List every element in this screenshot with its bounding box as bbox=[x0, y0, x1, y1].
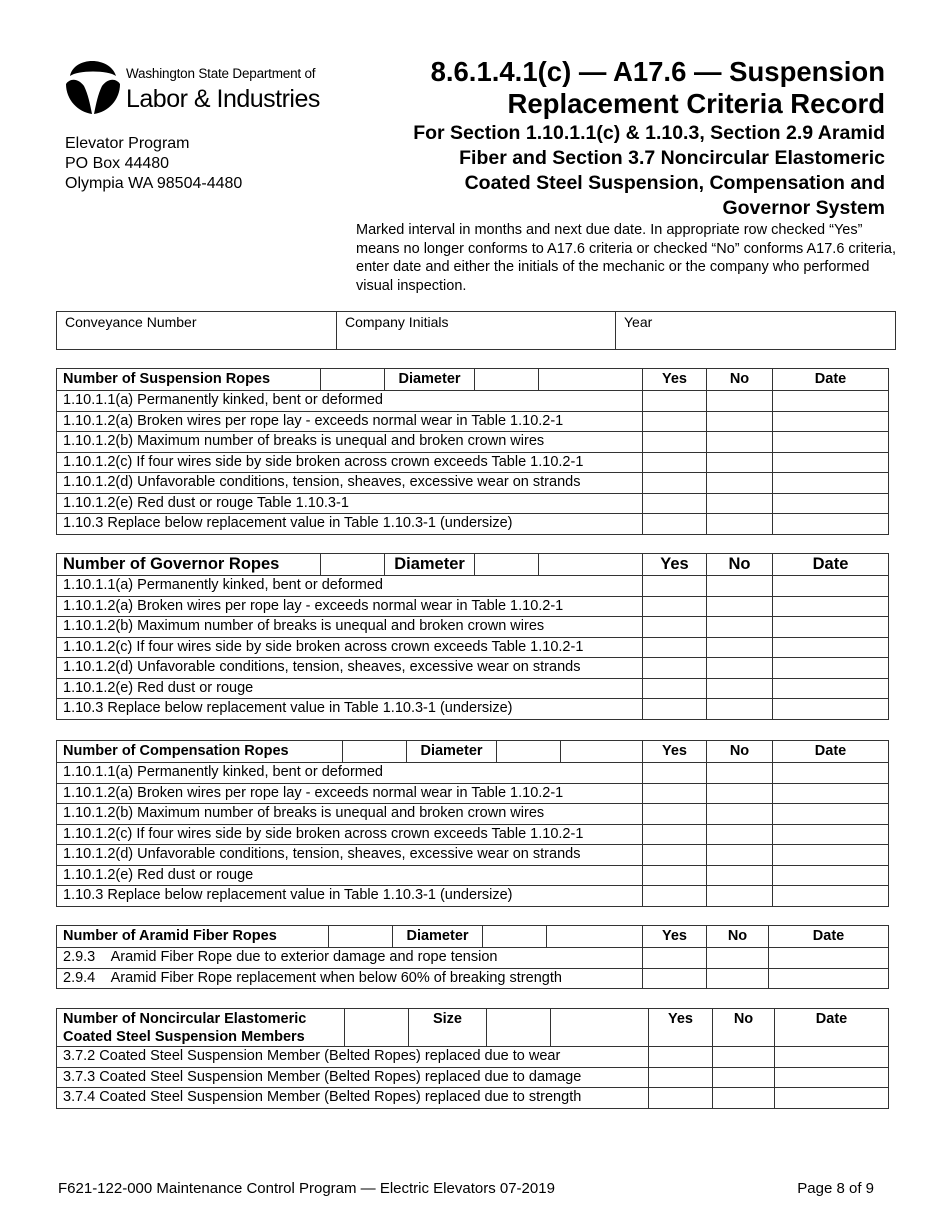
no-cell[interactable] bbox=[707, 886, 773, 907]
header-spacer bbox=[547, 926, 643, 948]
address-line: PO Box 44480 bbox=[65, 155, 170, 172]
table-row bbox=[57, 1067, 889, 1088]
suspension-ropes-table bbox=[56, 368, 889, 535]
date-cell[interactable] bbox=[775, 1067, 889, 1088]
no-column-header: No bbox=[707, 369, 773, 391]
company-initials-label: Company Initials bbox=[345, 314, 449, 330]
diameter-input[interactable] bbox=[475, 554, 539, 576]
date-cell[interactable] bbox=[773, 678, 889, 699]
criteria-label: 1.10.1.2(a) Broken wires per rope lay - exceeds normal wear in Table 1.10.2-1 bbox=[57, 596, 643, 617]
yes-cell[interactable] bbox=[643, 473, 707, 494]
subtitle-line: Coated Steel Suspension, Compensation and bbox=[464, 172, 885, 194]
diameter-label: Diameter bbox=[393, 926, 483, 948]
criteria-label: 1.10.1.2(b) Maximum number of breaks is unequal and broken crown wires bbox=[57, 432, 643, 453]
table-row bbox=[57, 637, 889, 658]
rope-count-input[interactable] bbox=[343, 741, 407, 763]
date-column-header: Date bbox=[769, 926, 889, 948]
yes-cell[interactable] bbox=[643, 699, 707, 720]
date-column-header: Date bbox=[775, 1009, 889, 1047]
no-column-header: No bbox=[713, 1009, 775, 1047]
no-cell[interactable] bbox=[707, 845, 773, 866]
criteria-label: 1.10.1.2(c) If four wires side by side broken across crown exceeds Table 1.10.2-1 bbox=[57, 637, 643, 658]
date-cell[interactable] bbox=[773, 658, 889, 679]
date-cell[interactable] bbox=[775, 1088, 889, 1109]
date-cell[interactable] bbox=[775, 1047, 889, 1068]
date-cell[interactable] bbox=[773, 391, 889, 412]
noncircular-elastomeric-table bbox=[56, 1008, 889, 1109]
yes-cell[interactable] bbox=[649, 1047, 713, 1068]
date-cell[interactable] bbox=[773, 763, 889, 784]
no-column-header: No bbox=[707, 926, 769, 948]
address-line: Olympia WA 98504-4480 bbox=[65, 175, 243, 192]
table-row bbox=[57, 1088, 889, 1109]
no-cell[interactable] bbox=[707, 617, 773, 638]
yes-cell[interactable] bbox=[643, 968, 707, 989]
criteria-label: 1.10.1.2(d) Unfavorable conditions, tension, sheaves, excessive wear on strands bbox=[57, 658, 643, 679]
date-cell[interactable] bbox=[773, 637, 889, 658]
yes-cell[interactable] bbox=[643, 617, 707, 638]
criteria-label: 1.10.1.2(a) Broken wires per rope lay - exceeds normal wear in Table 1.10.2-1 bbox=[57, 411, 643, 432]
date-cell[interactable] bbox=[773, 576, 889, 597]
rope-count-input[interactable] bbox=[321, 369, 385, 391]
no-cell[interactable] bbox=[707, 391, 773, 412]
form-number-footer: F621-122-000 Maintenance Control Program — Electric Elevators 07-2019 bbox=[58, 1180, 555, 1197]
date-cell[interactable] bbox=[773, 493, 889, 514]
table-row bbox=[57, 865, 889, 886]
criteria-label: 1.10.3 Replace below replacement value in Table 1.10.3-1 (undersize) bbox=[57, 699, 643, 720]
yes-cell[interactable] bbox=[643, 658, 707, 679]
date-cell[interactable] bbox=[773, 824, 889, 845]
date-column-header: Date bbox=[773, 554, 889, 576]
rope-count-input[interactable] bbox=[329, 926, 393, 948]
title-line: Replacement Criteria Record bbox=[507, 88, 885, 119]
yes-cell[interactable] bbox=[643, 576, 707, 597]
yes-cell[interactable] bbox=[643, 391, 707, 412]
conveyance-number-label: Conveyance Number bbox=[65, 314, 197, 330]
table-row bbox=[57, 763, 889, 784]
date-cell[interactable] bbox=[773, 473, 889, 494]
form-title-block bbox=[325, 56, 885, 221]
member-count-input[interactable] bbox=[345, 1009, 409, 1047]
mailing-address bbox=[65, 134, 242, 194]
criteria-label: 1.10.1.2(b) Maximum number of breaks is unequal and broken crown wires bbox=[57, 617, 643, 638]
yes-cell[interactable] bbox=[649, 1088, 713, 1109]
yes-column-header: Yes bbox=[649, 1009, 713, 1047]
yes-cell[interactable] bbox=[643, 886, 707, 907]
yes-cell[interactable] bbox=[643, 493, 707, 514]
yes-column-header: Yes bbox=[643, 926, 707, 948]
year-field[interactable] bbox=[615, 312, 895, 349]
company-initials-field[interactable] bbox=[336, 312, 615, 349]
no-cell[interactable] bbox=[707, 865, 773, 886]
criteria-label: 1.10.1.2(e) Red dust or rouge Table 1.10.3-1 bbox=[57, 493, 643, 514]
date-cell[interactable] bbox=[773, 617, 889, 638]
no-cell[interactable] bbox=[707, 824, 773, 845]
compensation-ropes-table bbox=[56, 740, 889, 907]
date-cell[interactable] bbox=[773, 432, 889, 453]
date-cell[interactable] bbox=[769, 968, 889, 989]
table-title-line: Number of Noncircular Elastomeric bbox=[63, 1011, 307, 1027]
yes-cell[interactable] bbox=[643, 948, 707, 969]
diameter-input[interactable] bbox=[497, 741, 561, 763]
yes-cell[interactable] bbox=[649, 1067, 713, 1088]
yes-cell[interactable] bbox=[643, 514, 707, 535]
no-cell[interactable] bbox=[707, 804, 773, 825]
table-row bbox=[57, 452, 889, 473]
yes-cell[interactable] bbox=[643, 596, 707, 617]
criteria-label: 2.9.3 Aramid Fiber Rope due to exterior damage and rope tension bbox=[57, 948, 643, 969]
yes-cell[interactable] bbox=[643, 678, 707, 699]
criteria-label: 1.10.1.2(c) If four wires side by side broken across crown exceeds Table 1.10.2-1 bbox=[57, 452, 643, 473]
table-row bbox=[57, 886, 889, 907]
table-title: Number of Compensation Ropes bbox=[57, 741, 343, 763]
table-title: Number of Suspension Ropes bbox=[57, 369, 321, 391]
table-row bbox=[57, 783, 889, 804]
agency-logo bbox=[64, 54, 344, 116]
date-cell[interactable] bbox=[773, 865, 889, 886]
yes-cell[interactable] bbox=[643, 865, 707, 886]
diameter-input[interactable] bbox=[475, 369, 539, 391]
no-cell[interactable] bbox=[707, 637, 773, 658]
header-spacer bbox=[561, 741, 643, 763]
no-cell[interactable] bbox=[707, 473, 773, 494]
criteria-label: 1.10.1.2(b) Maximum number of breaks is unequal and broken crown wires bbox=[57, 804, 643, 825]
table-row bbox=[57, 493, 889, 514]
lni-logo-icon bbox=[64, 54, 122, 116]
yes-cell[interactable] bbox=[643, 432, 707, 453]
table-row bbox=[57, 658, 889, 679]
yes-cell[interactable] bbox=[643, 637, 707, 658]
table-row bbox=[57, 824, 889, 845]
criteria-label: 3.7.2 Coated Steel Suspension Member (Belted Ropes) replaced due to wear bbox=[57, 1047, 649, 1068]
size-label: Size bbox=[409, 1009, 487, 1047]
no-cell[interactable] bbox=[707, 596, 773, 617]
table-row bbox=[57, 845, 889, 866]
title-line: 8.6.1.4.1(c) — A17.6 — Suspension bbox=[430, 56, 885, 87]
size-input[interactable] bbox=[487, 1009, 551, 1047]
criteria-label: 1.10.1.1(a) Permanently kinked, bent or deformed bbox=[57, 391, 643, 412]
criteria-label: 1.10.1.1(a) Permanently kinked, bent or deformed bbox=[57, 576, 643, 597]
no-cell[interactable] bbox=[707, 678, 773, 699]
record-header-fields bbox=[56, 311, 896, 350]
no-cell[interactable] bbox=[707, 576, 773, 597]
diameter-input[interactable] bbox=[483, 926, 547, 948]
date-cell[interactable] bbox=[773, 411, 889, 432]
no-column-header: No bbox=[707, 554, 773, 576]
no-cell[interactable] bbox=[707, 493, 773, 514]
table-header-row bbox=[57, 741, 889, 763]
date-cell[interactable] bbox=[773, 845, 889, 866]
table-title: Number of Aramid Fiber Ropes bbox=[57, 926, 329, 948]
criteria-label: 1.10.1.2(e) Red dust or rouge bbox=[57, 678, 643, 699]
criteria-label: 1.10.1.2(e) Red dust or rouge bbox=[57, 865, 643, 886]
criteria-label: 1.10.1.2(d) Unfavorable conditions, tension, sheaves, excessive wear on strands bbox=[57, 473, 643, 494]
date-cell[interactable] bbox=[773, 804, 889, 825]
no-cell[interactable] bbox=[707, 968, 769, 989]
diameter-label: Diameter bbox=[385, 369, 475, 391]
form-title bbox=[325, 56, 885, 120]
table-row bbox=[57, 617, 889, 638]
header-spacer bbox=[539, 554, 643, 576]
subtitle-line: Governor System bbox=[722, 197, 885, 219]
yes-column-header: Yes bbox=[643, 554, 707, 576]
date-cell[interactable] bbox=[773, 783, 889, 804]
yes-cell[interactable] bbox=[643, 763, 707, 784]
yes-cell[interactable] bbox=[643, 452, 707, 473]
yes-cell[interactable] bbox=[643, 824, 707, 845]
date-cell[interactable] bbox=[773, 452, 889, 473]
yes-cell[interactable] bbox=[643, 845, 707, 866]
yes-column-header: Yes bbox=[643, 369, 707, 391]
table-header-row bbox=[57, 1009, 889, 1047]
subtitle-line: For Section 1.10.1.1(c) & 1.10.3, Section 2.9 Aramid bbox=[413, 122, 885, 144]
aramid-fiber-ropes-table bbox=[56, 925, 889, 989]
date-cell[interactable] bbox=[773, 596, 889, 617]
no-cell[interactable] bbox=[707, 514, 773, 535]
no-cell[interactable] bbox=[713, 1047, 775, 1068]
logo-line-2: Labor & Industries bbox=[126, 85, 320, 113]
yes-column-header: Yes bbox=[643, 741, 707, 763]
table-row bbox=[57, 968, 889, 989]
logo-line-1: Washington State Department of bbox=[126, 66, 316, 81]
address-line: Elevator Program bbox=[65, 135, 190, 152]
no-cell[interactable] bbox=[707, 658, 773, 679]
no-cell[interactable] bbox=[707, 432, 773, 453]
yes-cell[interactable] bbox=[643, 783, 707, 804]
date-column-header: Date bbox=[773, 369, 889, 391]
governor-ropes-table bbox=[56, 553, 889, 720]
no-cell[interactable] bbox=[707, 783, 773, 804]
criteria-label: 1.10.1.2(a) Broken wires per rope lay - exceeds normal wear in Table 1.10.2-1 bbox=[57, 783, 643, 804]
no-cell[interactable] bbox=[707, 763, 773, 784]
criteria-label: 1.10.1.1(a) Permanently kinked, bent or deformed bbox=[57, 763, 643, 784]
table-header-row bbox=[57, 926, 889, 948]
criteria-label: 3.7.3 Coated Steel Suspension Member (Belted Ropes) replaced due to damage bbox=[57, 1067, 649, 1088]
criteria-label: 3.7.4 Coated Steel Suspension Member (Belted Ropes) replaced due to strength bbox=[57, 1088, 649, 1109]
table-row bbox=[57, 596, 889, 617]
table-row bbox=[57, 411, 889, 432]
table-title: Number of Governor Ropes bbox=[57, 554, 321, 576]
table-row bbox=[57, 678, 889, 699]
diameter-label: Diameter bbox=[385, 554, 475, 576]
no-cell[interactable] bbox=[707, 948, 769, 969]
date-column-header: Date bbox=[773, 741, 889, 763]
no-cell[interactable] bbox=[713, 1088, 775, 1109]
table-row bbox=[57, 699, 889, 720]
form-subtitle bbox=[325, 121, 885, 221]
diameter-label: Diameter bbox=[407, 741, 497, 763]
date-cell[interactable] bbox=[773, 886, 889, 907]
table-header-row bbox=[57, 554, 889, 576]
instructions-text: Marked interval in months and next due date. In appropriate row checked “Yes” means no longer conforms to A17.6 criteria or checked “No” conforms A17.6 criteria, enter date and either the initials of the mechanic or the company who performed visual inspection. bbox=[356, 222, 896, 294]
header-spacer bbox=[539, 369, 643, 391]
date-cell[interactable] bbox=[773, 514, 889, 535]
table-row bbox=[57, 473, 889, 494]
criteria-label: 1.10.3 Replace below replacement value in Table 1.10.3-1 (undersize) bbox=[57, 886, 643, 907]
table-header-row bbox=[57, 369, 889, 391]
no-cell[interactable] bbox=[707, 699, 773, 720]
date-cell[interactable] bbox=[773, 699, 889, 720]
conveyance-number-field[interactable] bbox=[57, 312, 336, 349]
table-row bbox=[57, 514, 889, 535]
table-row bbox=[57, 576, 889, 597]
yes-cell[interactable] bbox=[643, 411, 707, 432]
yes-cell[interactable] bbox=[643, 804, 707, 825]
table-row bbox=[57, 804, 889, 825]
table-row bbox=[57, 432, 889, 453]
criteria-label: 1.10.3 Replace below replacement value in Table 1.10.3-1 (undersize) bbox=[57, 514, 643, 535]
no-cell[interactable] bbox=[707, 411, 773, 432]
table-row bbox=[57, 948, 889, 969]
table-title bbox=[57, 1009, 345, 1047]
no-column-header: No bbox=[707, 741, 773, 763]
page-number: Page 8 of 9 bbox=[797, 1180, 874, 1197]
year-label: Year bbox=[624, 314, 653, 330]
no-cell[interactable] bbox=[707, 452, 773, 473]
criteria-label: 2.9.4 Aramid Fiber Rope replacement when below 60% of breaking strength bbox=[57, 968, 643, 989]
rope-count-input[interactable] bbox=[321, 554, 385, 576]
criteria-label: 1.10.1.2(c) If four wires side by side broken across crown exceeds Table 1.10.2-1 bbox=[57, 824, 643, 845]
criteria-label: 1.10.1.2(d) Unfavorable conditions, tension, sheaves, excessive wear on strands bbox=[57, 845, 643, 866]
date-cell[interactable] bbox=[769, 948, 889, 969]
subtitle-line: Fiber and Section 3.7 Noncircular Elastomeric bbox=[459, 147, 885, 169]
header-spacer bbox=[551, 1009, 649, 1047]
table-row bbox=[57, 391, 889, 412]
table-row bbox=[57, 1047, 889, 1068]
no-cell[interactable] bbox=[713, 1067, 775, 1088]
table-title-line: Coated Steel Suspension Members bbox=[63, 1029, 305, 1045]
